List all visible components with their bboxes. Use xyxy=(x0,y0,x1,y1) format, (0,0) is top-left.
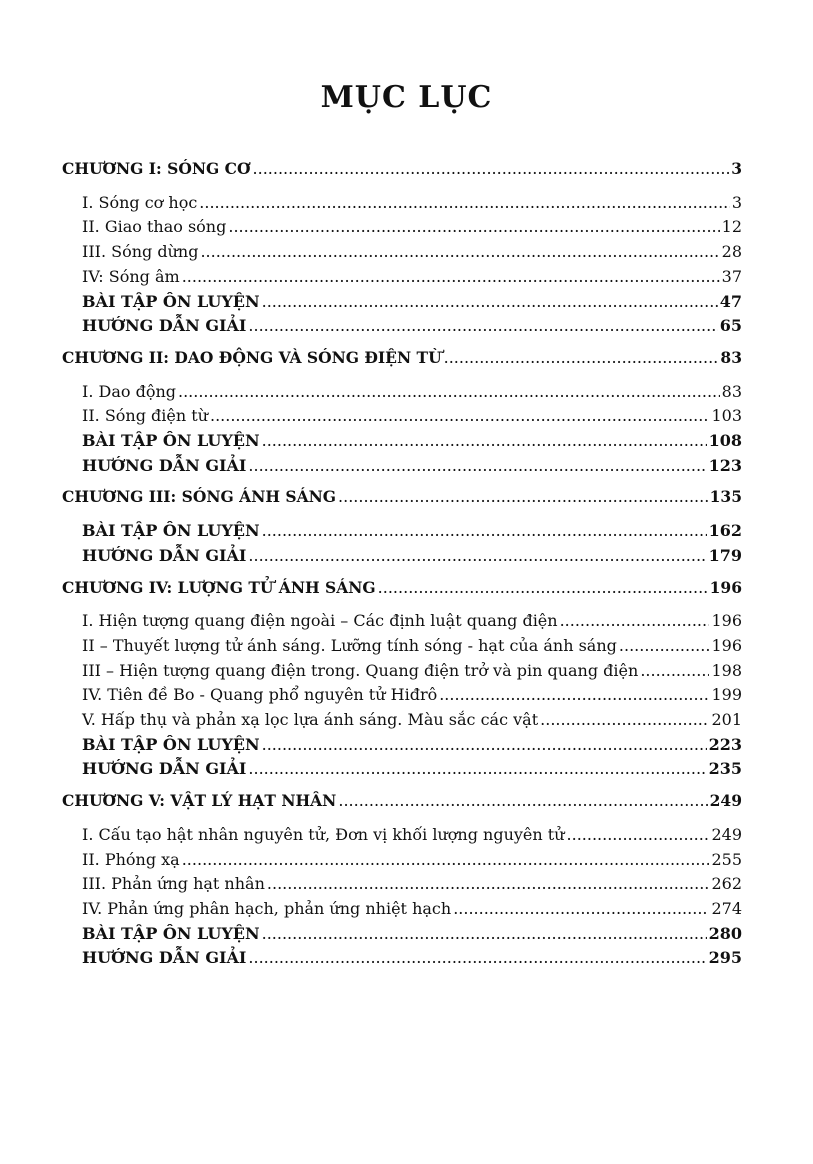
dot-leader xyxy=(253,157,730,182)
toc-page-number: 103 xyxy=(711,406,742,426)
dot-leader xyxy=(560,609,710,634)
toc-page-number: 3 xyxy=(731,192,742,212)
toc-page-number: 249 xyxy=(711,824,742,844)
toc-entry-label: II. Sóng điện từ xyxy=(82,406,208,426)
toc-page-number: 196 xyxy=(711,611,742,631)
dot-leader xyxy=(200,240,719,265)
toc-chapter-entry[interactable] xyxy=(62,485,742,510)
toc-entry-label: CHƯƠNG II: DAO ĐỘNG VÀ SÓNG ĐIỆN TỪ xyxy=(62,347,442,367)
toc-entry-label: III. Phản ứng hạt nhân xyxy=(82,874,265,894)
toc-entry-label: IV. Tiên đề Bo - Quang phổ nguyên tử Hiđrô xyxy=(82,685,438,705)
toc-section-entry[interactable] xyxy=(82,733,742,758)
toc-page-number: 65 xyxy=(719,316,742,336)
dot-leader xyxy=(338,789,707,814)
toc-entry-label: I. Sóng cơ học xyxy=(82,192,198,212)
toc-page-number: 37 xyxy=(721,266,742,286)
toc-entry-label: HƯỚNG DẪN GIẢI xyxy=(82,316,247,336)
toc-page-number: 280 xyxy=(708,923,742,943)
dot-leader xyxy=(378,576,708,601)
toc-section-entry[interactable] xyxy=(82,757,742,782)
toc-section-entry[interactable] xyxy=(82,544,742,569)
dot-leader xyxy=(619,634,710,659)
toc-page-number: 235 xyxy=(708,759,742,779)
dot-leader xyxy=(178,380,720,405)
toc-section-entry[interactable] xyxy=(82,872,742,897)
toc-entry-label: HƯỚNG DẪN GIẢI xyxy=(82,545,247,565)
toc-entry-label: CHƯƠNG IV: LƯỢNG TỬ ÁNH SÁNG xyxy=(62,577,376,597)
toc-section-entry[interactable] xyxy=(82,897,742,922)
toc-section-entry[interactable] xyxy=(82,609,742,634)
toc-entry-label: I. Cấu tạo hật nhân nguyên tử, Đơn vị khối lượng nguyên tử xyxy=(82,824,565,844)
dot-leader xyxy=(182,265,720,290)
toc-page-number: 3 xyxy=(731,159,742,178)
toc-section-entry[interactable] xyxy=(82,191,742,216)
toc-entry-label: IV: Sóng âm xyxy=(82,266,180,286)
dot-leader xyxy=(567,823,710,848)
toc-section-entry[interactable] xyxy=(82,290,742,315)
dot-leader xyxy=(444,346,719,371)
toc-entry-label: CHƯƠNG I: SÓNG CƠ xyxy=(62,159,251,178)
dot-leader xyxy=(267,872,710,897)
toc-page-number: 108 xyxy=(708,431,742,451)
toc-section-entry[interactable] xyxy=(82,708,742,733)
toc-entry-label: BÀI TẬP ÔN LUYỆN xyxy=(82,291,260,311)
dot-leader xyxy=(540,708,709,733)
toc-page-number: 135 xyxy=(709,487,742,507)
toc-page-number: 196 xyxy=(711,635,742,655)
toc-section-entry[interactable] xyxy=(82,519,742,544)
dot-leader xyxy=(199,191,730,216)
dot-leader xyxy=(248,314,717,339)
dot-leader xyxy=(228,215,719,240)
toc-entry-label: CHƯƠNG V: VẬT LÝ HẠT NHÂN xyxy=(62,791,337,811)
dot-leader xyxy=(182,848,710,873)
table-of-contents xyxy=(0,150,813,971)
toc-section-entry[interactable] xyxy=(82,429,742,454)
toc-section-entry[interactable] xyxy=(82,848,742,873)
toc-page-number: 223 xyxy=(708,734,742,754)
toc-entry-label: BÀI TẬP ÔN LUYỆN xyxy=(82,734,260,754)
toc-entry-label: IV. Phản ứng phân hạch, phản ứng nhiệt hạch xyxy=(82,898,452,918)
dot-leader xyxy=(210,404,709,429)
toc-page-number: 295 xyxy=(708,948,742,968)
dot-leader xyxy=(640,659,709,684)
toc-page-number: 162 xyxy=(708,521,742,541)
toc-chapter-entry[interactable] xyxy=(62,346,742,371)
dot-leader xyxy=(248,757,706,782)
toc-entry-label: HƯỚNG DẪN GIẢI xyxy=(82,948,247,968)
toc-entry-label: HƯỚNG DẪN GIẢI xyxy=(82,455,247,475)
toc-page-number: 179 xyxy=(708,545,742,565)
toc-section-entry[interactable] xyxy=(82,380,742,405)
toc-entry-label: I. Hiện tượng quang điện ngoài – Các định luật quang điện xyxy=(82,611,558,631)
toc-entry-label: II. Giao thao sóng xyxy=(82,217,227,237)
dot-leader xyxy=(248,454,706,479)
toc-section-entry[interactable] xyxy=(82,265,742,290)
toc-page-number: 198 xyxy=(711,660,742,680)
dot-leader xyxy=(262,290,718,315)
toc-entry-label: BÀI TẬP ÔN LUYỆN xyxy=(82,521,260,541)
toc-page-number: 262 xyxy=(711,874,742,894)
dot-leader xyxy=(338,485,708,510)
toc-page-number: 123 xyxy=(708,455,742,475)
toc-entry-label: BÀI TẬP ÔN LUYỆN xyxy=(82,431,260,451)
dot-leader xyxy=(262,429,707,454)
toc-section-entry[interactable] xyxy=(82,659,742,684)
toc-section-entry[interactable] xyxy=(82,946,742,971)
dot-leader xyxy=(248,544,706,569)
toc-entry-label: CHƯƠNG III: SÓNG ÁNH SÁNG xyxy=(62,487,337,507)
dot-leader xyxy=(248,946,706,971)
toc-page-number: 255 xyxy=(711,849,742,869)
toc-entry-label: I. Dao động xyxy=(82,381,176,401)
toc-section-entry[interactable] xyxy=(82,404,742,429)
toc-section-entry[interactable] xyxy=(82,823,742,848)
toc-section-entry[interactable] xyxy=(82,922,742,947)
toc-chapter-entry[interactable] xyxy=(62,157,742,182)
toc-entry-label: II – Thuyết lượng tử ánh sáng. Lưỡng tính sóng - hạt của ánh sáng xyxy=(82,635,617,655)
toc-chapter-entry[interactable] xyxy=(62,576,742,601)
toc-entry-label: HƯỚNG DẪN GIẢI xyxy=(82,759,247,779)
toc-entry-label: BÀI TẬP ÔN LUYỆN xyxy=(82,923,260,943)
dot-leader xyxy=(262,733,707,758)
toc-entry-label: III – Hiện tượng quang điện trong. Quang điện trở và pin quang điện xyxy=(82,660,639,680)
dot-leader xyxy=(262,519,707,544)
toc-page-number: 196 xyxy=(709,577,742,597)
toc-page-number: 199 xyxy=(711,685,742,705)
dot-leader xyxy=(453,897,709,922)
toc-entry-label: V. Hấp thụ và phản xạ lọc lựa ánh sáng. Màu sắc các vật xyxy=(82,710,539,730)
toc-section-entry[interactable] xyxy=(82,634,742,659)
toc-page-number: 83 xyxy=(720,347,742,367)
toc-page-number: 12 xyxy=(721,217,742,237)
toc-page-number: 274 xyxy=(711,898,742,918)
toc-section-entry[interactable] xyxy=(82,314,742,339)
toc-page-number: 83 xyxy=(721,381,742,401)
toc-section-entry[interactable] xyxy=(82,683,742,708)
dot-leader xyxy=(262,922,707,947)
dot-leader xyxy=(439,683,709,708)
toc-section-entry[interactable] xyxy=(82,240,742,265)
toc-entry-label: II. Phóng xạ xyxy=(82,849,180,869)
toc-page-number: 47 xyxy=(719,291,742,311)
toc-section-entry[interactable] xyxy=(82,454,742,479)
page-title: MỤC LỤC xyxy=(320,80,493,115)
toc-entry-label: III. Sóng dừng xyxy=(82,242,199,262)
toc-page-number: 249 xyxy=(709,791,742,811)
toc-chapter-entry[interactable] xyxy=(62,789,742,814)
toc-page-number: 201 xyxy=(711,710,742,730)
toc-page-number: 28 xyxy=(721,242,742,262)
toc-section-entry[interactable] xyxy=(82,215,742,240)
